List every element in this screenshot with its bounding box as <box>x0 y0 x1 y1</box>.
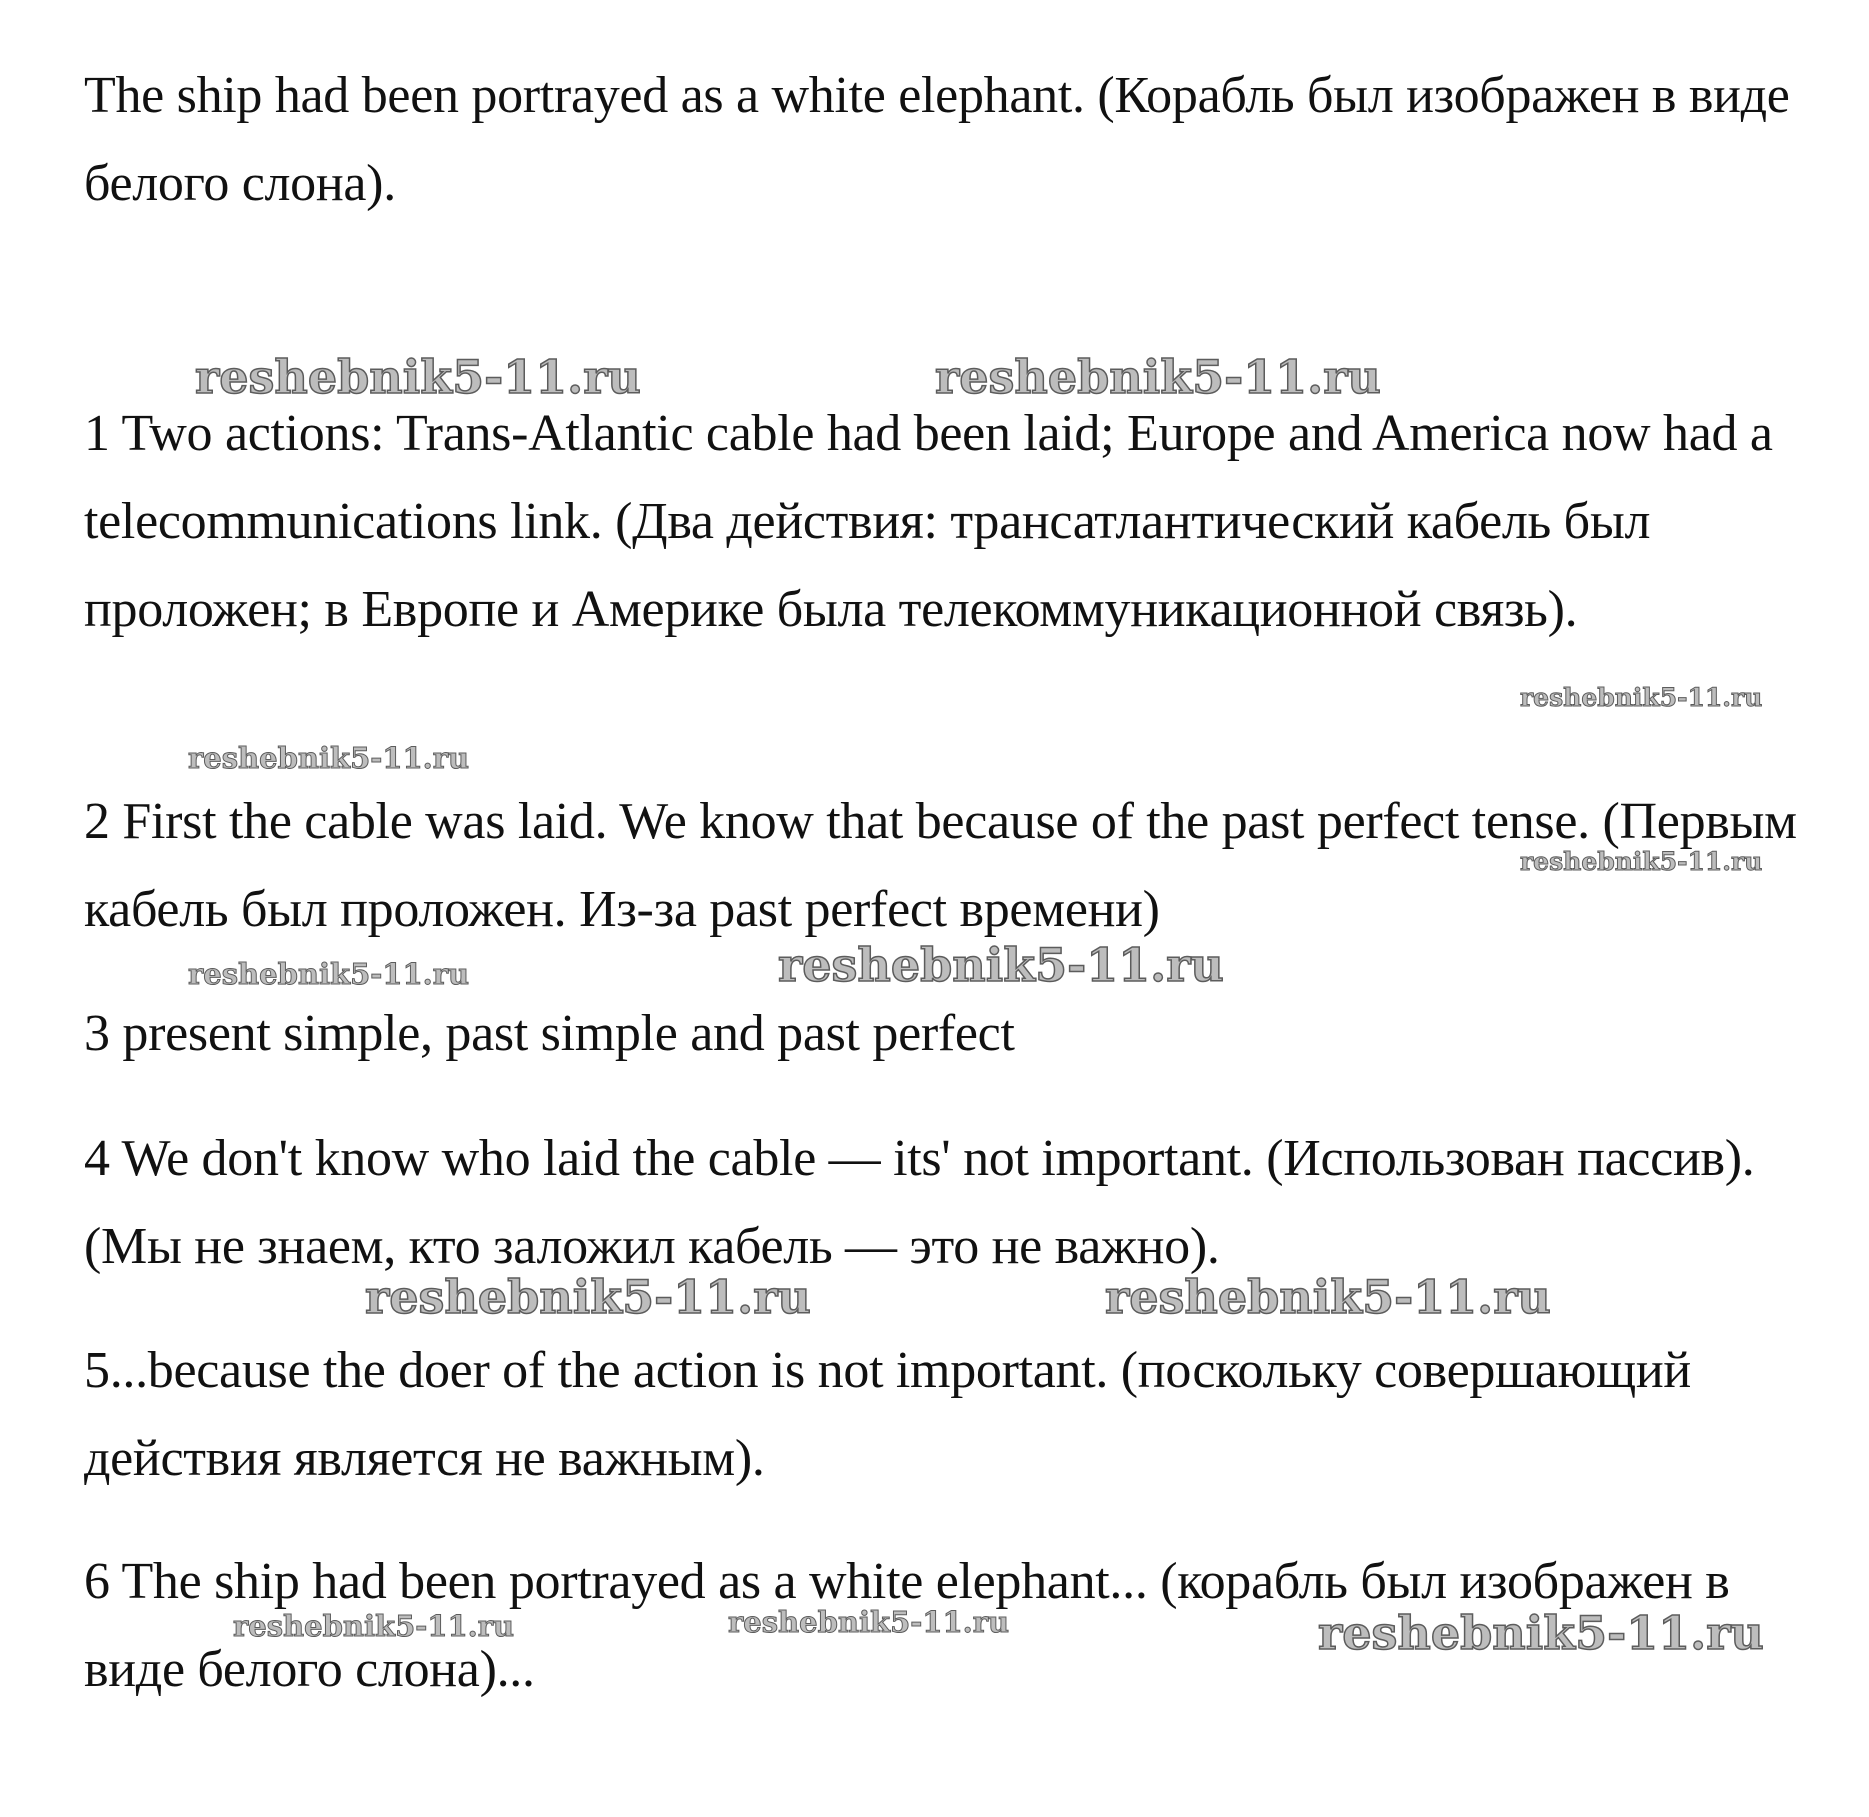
watermark: reshebnik5-11.ru <box>778 938 1224 992</box>
watermark: reshebnik5-11.ru <box>1105 1270 1551 1324</box>
answer-3: 3 present simple, past simple and past perfect <box>84 1005 1015 1062</box>
watermark: reshebnik5-11.ru <box>728 1605 1010 1639</box>
answer-5: 5...because the doer of the action is not important. (поскольку совершающий действия является не важным). <box>84 1342 1691 1487</box>
answer-4: 4 We don't know who laid the cable — its' not important. (Использован пассив). (Мы не знаем, кто заложил кабель — это не важно). <box>84 1130 1755 1275</box>
watermark: reshebnik5-11.ru <box>1318 1606 1764 1660</box>
watermark: reshebnik5-11.ru <box>365 1270 811 1324</box>
answer-2: 2 First the cable was laid. We know that because of the past perfect tense. (Первым кабель был проложен. Из-за past perfect времени) <box>84 793 1797 938</box>
watermark: reshebnik5-11.ru <box>195 350 641 404</box>
watermark: reshebnik5-11.ru <box>1520 847 1763 876</box>
answer-6: 6 The ship had been portrayed as a white elephant... (корабль был изображен в виде белого слона)... <box>84 1553 1730 1698</box>
watermark: reshebnik5-11.ru <box>188 741 470 775</box>
watermark: reshebnik5-11.ru <box>233 1609 515 1643</box>
answer-1: 1 Two actions: Trans-Atlantic cable had been laid; Europe and America now had a telecommunications link. (Два действия: трансатлантический кабель был проложен; в Европе и Америке была телекоммуникационной связь). <box>84 405 1773 638</box>
intro-paragraph: The ship had been portrayed as a white elephant. (Корабль был изображен в виде белого слона). <box>84 67 1790 212</box>
watermark: reshebnik5-11.ru <box>935 350 1381 404</box>
watermark: reshebnik5-11.ru <box>188 957 470 991</box>
watermark: reshebnik5-11.ru <box>1520 683 1763 712</box>
